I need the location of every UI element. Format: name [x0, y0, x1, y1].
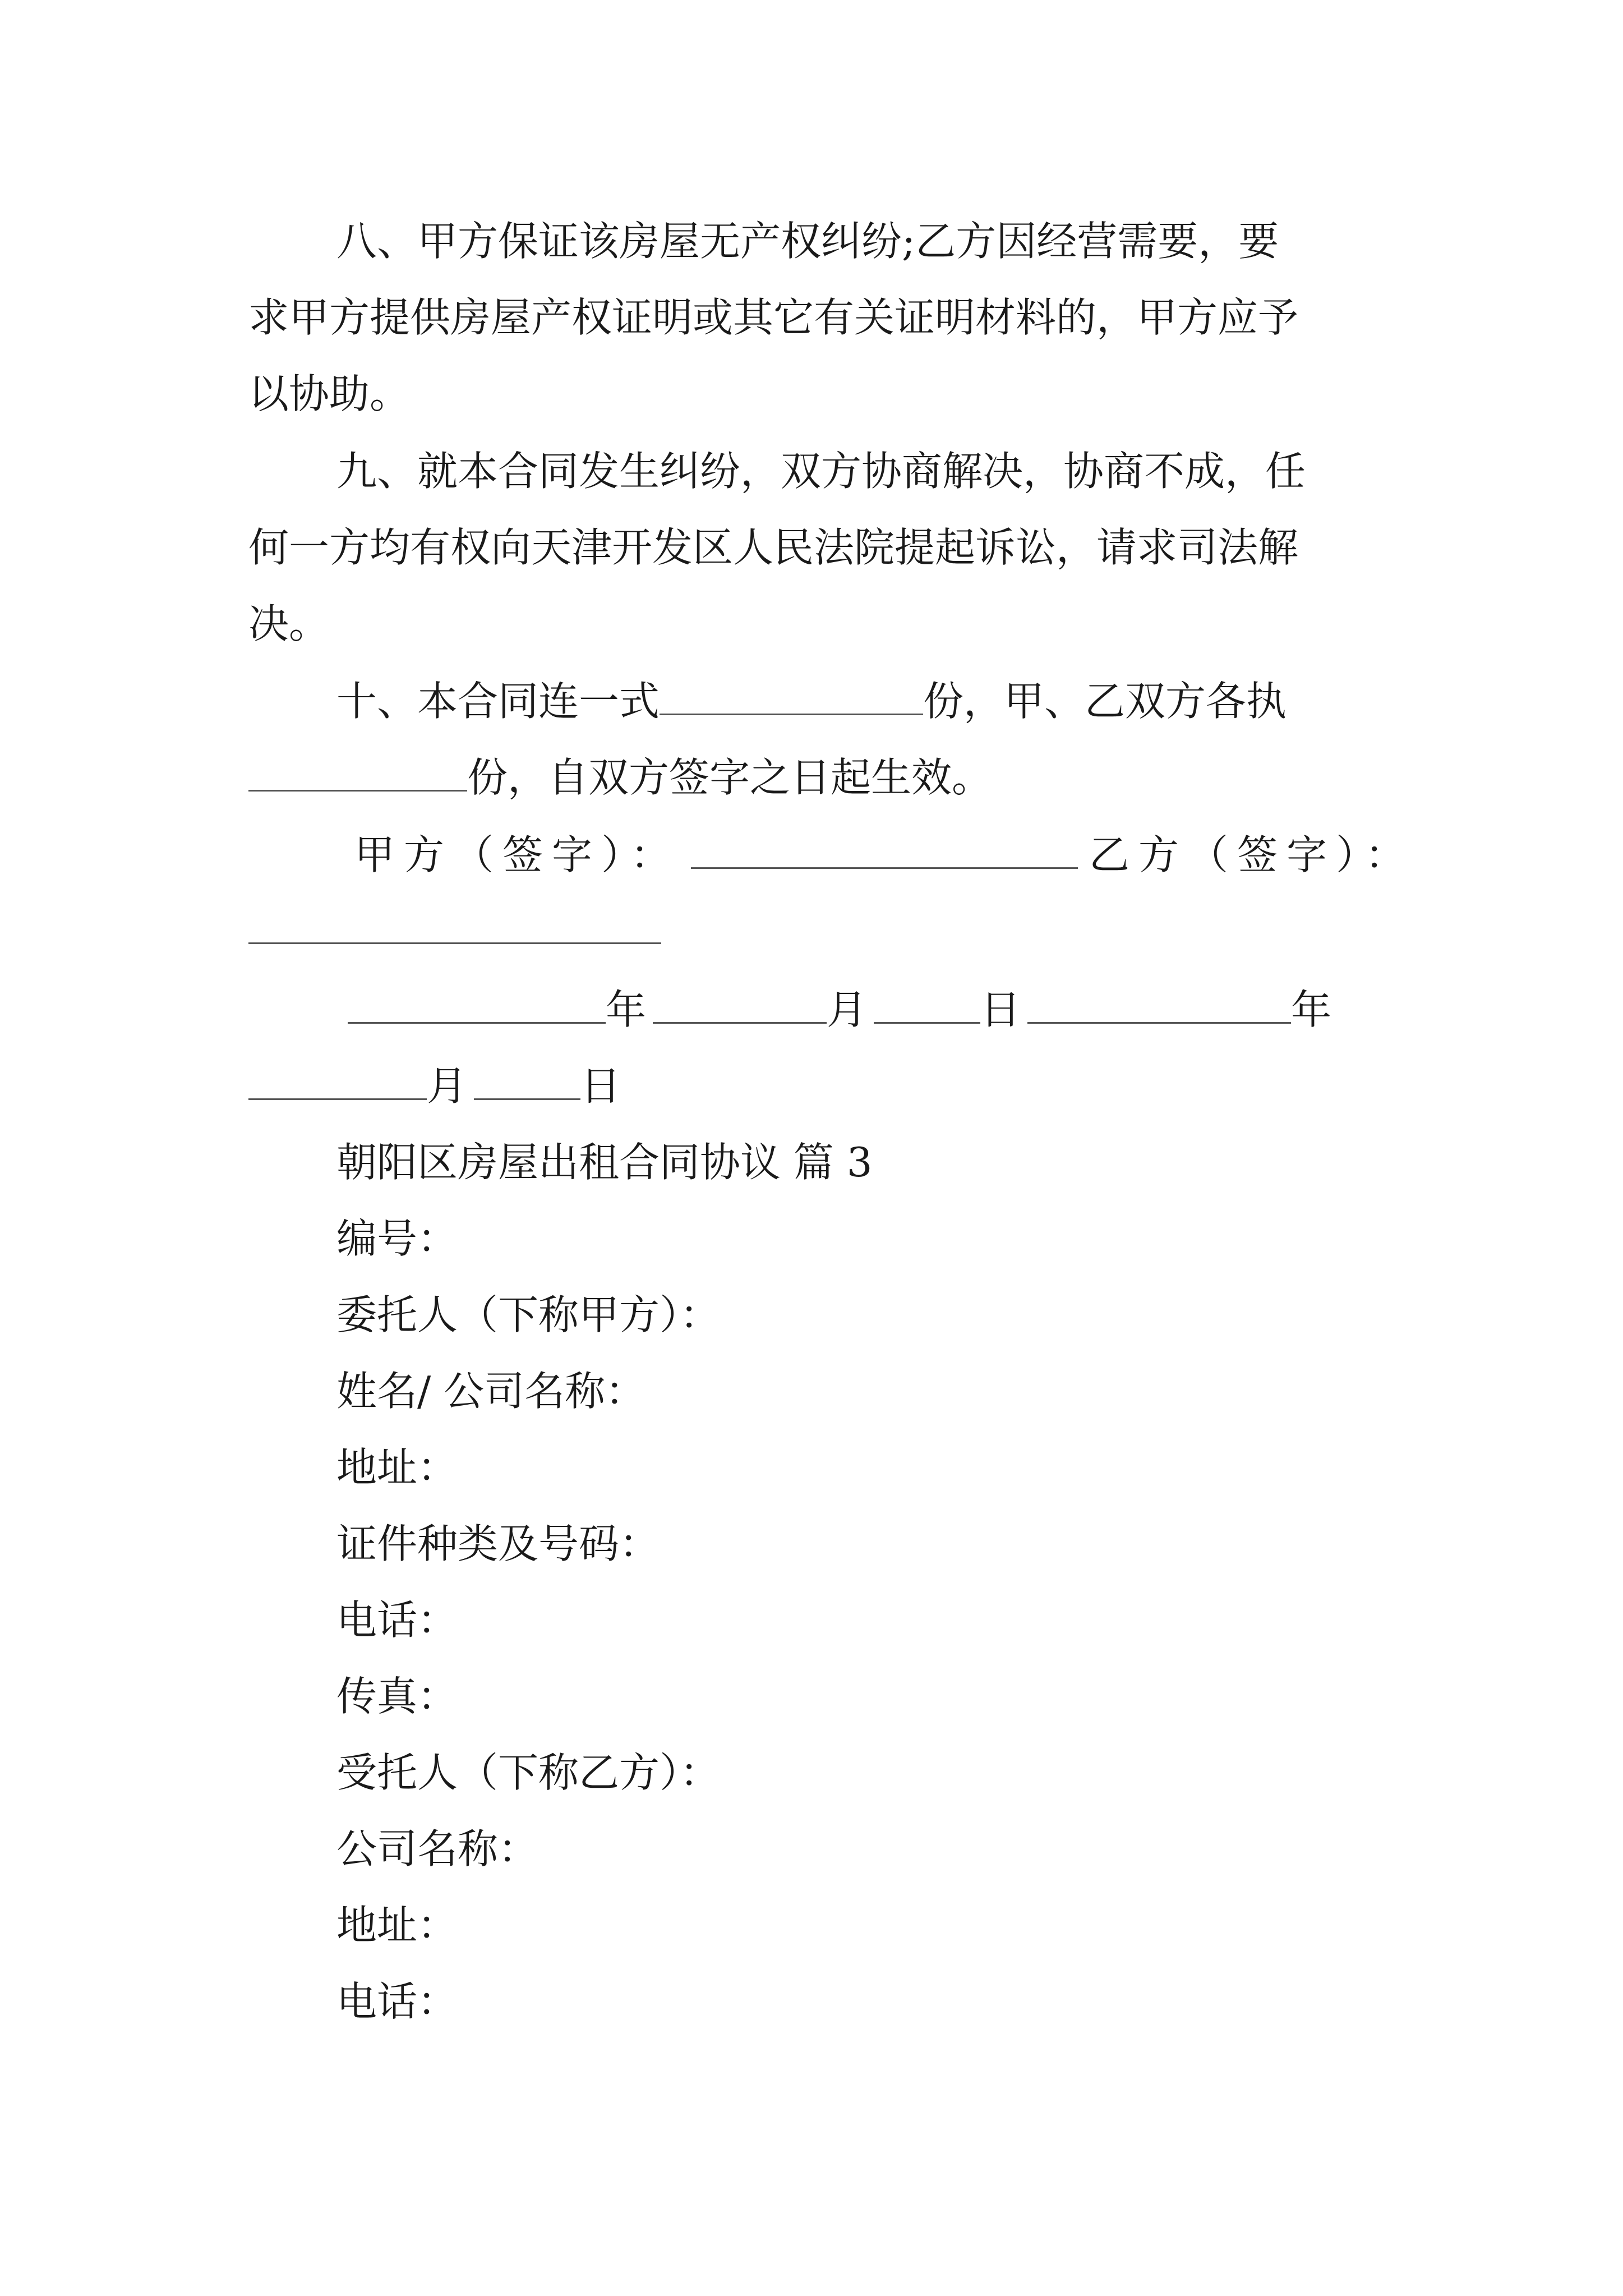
field-client: 委托人（下称甲方）： [336, 1291, 721, 1338]
day-label-a: 日 [980, 986, 1021, 1033]
date-line-2 [248, 1058, 621, 1114]
signature-continuation [248, 902, 661, 958]
copies-each-blank[interactable] [248, 749, 467, 792]
month-label-a: 月 [827, 986, 868, 1033]
signature-line [354, 827, 1414, 883]
party-b-year-blank[interactable] [1027, 982, 1291, 1024]
party-a-signature-blank[interactable] [691, 827, 1078, 869]
field-trustee: 受托人（下称乙方）： [336, 1749, 721, 1796]
year-label-a: 年 [606, 986, 647, 1033]
clause-8-line-1: 八、甲方保证该房屋无产权纠纷;乙方因经营需要，要 [336, 218, 1279, 265]
day-label-b: 日 [580, 1062, 621, 1110]
clause-10-line-2 [248, 749, 992, 806]
field-fax: 传真： [336, 1673, 458, 1720]
party-b-day-blank[interactable] [474, 1058, 580, 1100]
field-phone-a: 电话： [336, 1596, 458, 1644]
clause-10-line-1 [336, 673, 1287, 729]
month-label-b: 月 [427, 1062, 468, 1110]
party-a-day-blank[interactable] [874, 982, 980, 1024]
field-company-name: 公司名称： [336, 1825, 539, 1872]
field-id-type-number: 证件种类及号码： [336, 1520, 660, 1567]
field-address-b: 地址： [336, 1902, 458, 1949]
field-address-a: 地址： [336, 1444, 458, 1491]
field-phone-b: 电话： [336, 1978, 458, 2025]
year-label-b: 年 [1291, 986, 1332, 1033]
date-line-1 [348, 982, 1331, 1038]
field-name-company: 姓名/ 公司名称： [336, 1368, 646, 1415]
field-number: 编号： [336, 1215, 458, 1262]
party-b-month-blank[interactable] [248, 1058, 427, 1100]
clause-8-line-3: 以协助。 [248, 370, 411, 417]
clause-8-line-2: 求甲方提供房屋产权证明或其它有关证明材料的，甲方应予 [248, 294, 1299, 341]
clause-10-text-c: 份，自双方签字之日起生效。 [467, 754, 993, 801]
clause-10-text-b: 份，甲、乙双方各执 [923, 678, 1287, 725]
section-3-title: 朝阳区房屋出租合同协议 篇 3 [336, 1139, 873, 1186]
clause-9-line-1: 九、就本合同发生纠纷，双方协商解决，协商不成，任 [336, 448, 1306, 495]
party-b-signature-label: 乙方（签字）： [1089, 831, 1415, 878]
party-b-signature-blank[interactable] [248, 902, 661, 944]
clause-10-text-a: 十、本合同连一式 [336, 678, 660, 725]
party-a-month-blank[interactable] [653, 982, 827, 1024]
clause-9-line-3: 决。 [248, 600, 330, 647]
party-a-year-blank[interactable] [348, 982, 606, 1024]
party-a-signature-label: 甲方（签字）： [354, 831, 680, 878]
clause-9-line-2: 何一方均有权向天津开发区人民法院提起诉讼，请求司法解 [248, 524, 1299, 571]
copies-total-blank[interactable] [660, 673, 923, 715]
